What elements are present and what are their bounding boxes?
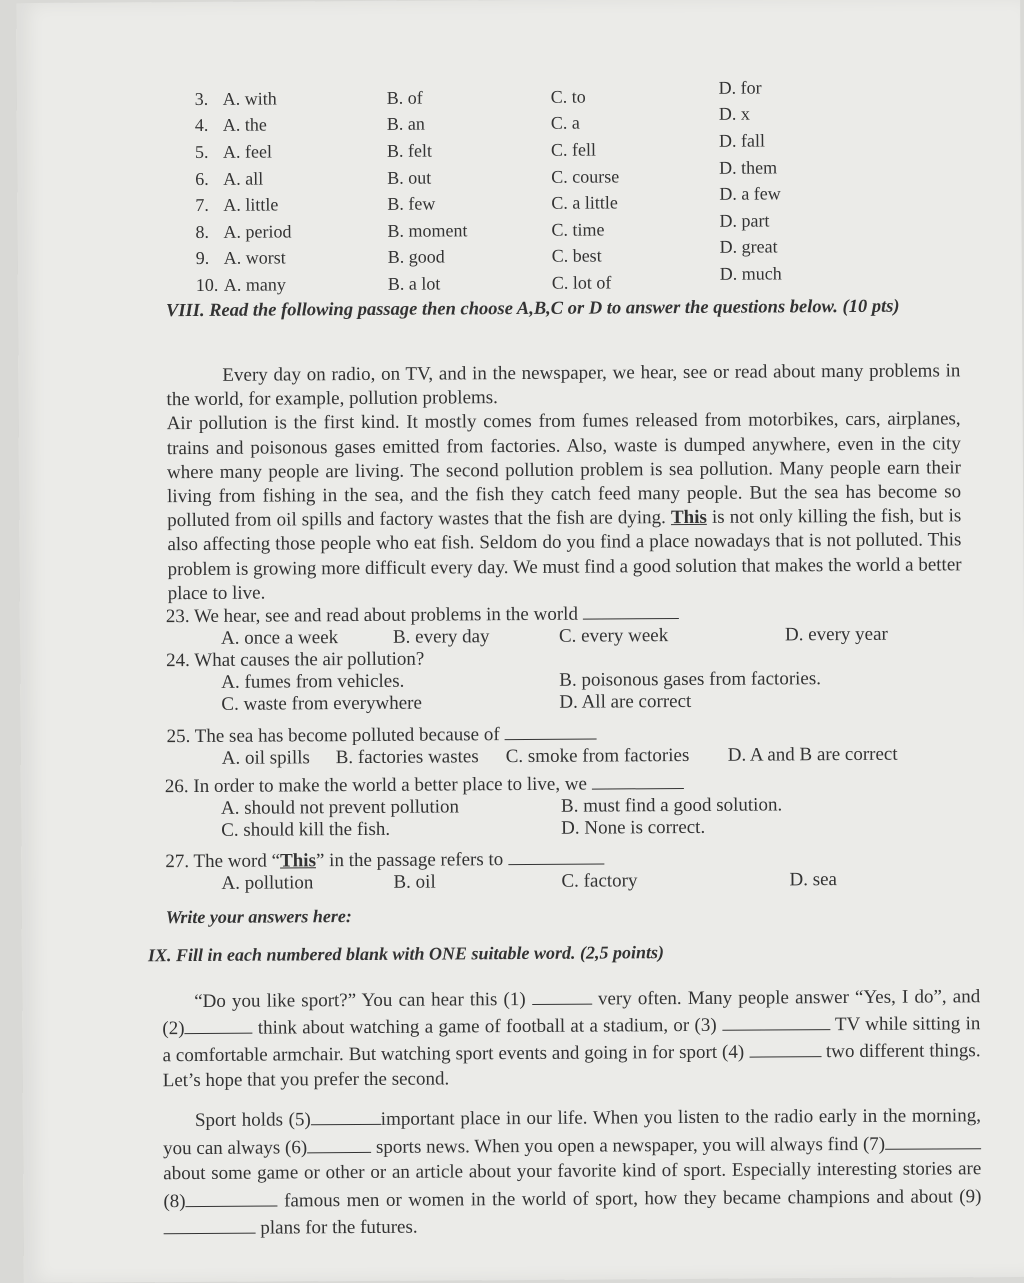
- blank-5[interactable]: [311, 1105, 381, 1125]
- paper-edge-shadow: [918, 0, 1024, 90]
- choice-b: B. poisonous gases from factories.: [559, 668, 822, 691]
- cloze-text: important place in our life. When you listen to the radio early in the morning, you can always (6): [163, 1105, 981, 1159]
- option-a: A. the: [222, 114, 267, 136]
- option-c: C. lot of: [551, 272, 612, 293]
- option-d: D. x: [718, 103, 750, 125]
- question-stem: 26. In order to make the world a better place to live, we: [164, 773, 588, 798]
- option-number: 10.: [195, 274, 219, 295]
- cloze-text: “Do you like sport?” You can hear this (1): [194, 988, 526, 1013]
- option-b: B. few: [387, 193, 436, 214]
- question-25: [166, 718, 897, 770]
- choice-d: D. None is correct.: [561, 816, 706, 839]
- cloze-paragraph-2: [163, 1101, 982, 1241]
- choice-a: A. pollution: [221, 872, 314, 894]
- option-c: C. a little: [551, 192, 618, 213]
- choice-a: A. oil spills: [221, 747, 310, 769]
- option-d: D. for: [718, 77, 762, 98]
- cloze-text: Sport holds (5): [194, 1109, 311, 1132]
- question-23: [166, 598, 888, 650]
- option-b: B. a lot: [387, 273, 441, 294]
- option-number: 9.: [195, 248, 210, 269]
- question-word-this: This: [279, 850, 317, 872]
- option-b: B. good: [387, 246, 445, 268]
- option-a: A. little: [223, 194, 279, 215]
- option-c: C. course: [551, 165, 620, 187]
- reading-passage: [166, 359, 961, 606]
- write-answers-label: Write your answers here:: [165, 906, 352, 928]
- passage-text-a: Air pollution is the first kind. It mostly comes from fumes released from motorbikes, cars, airplanes, trains and poisonous gases emitted from factories. Also, waste is dumped anywhere, even in the city where many people are living. The second pollution problem is sea pollution. Many people earn their living from fishing in the sea, and the fish they catch feed many people. But the sea has become so polluted from oil spills and factory wastes that the fish are dying.: [166, 408, 962, 532]
- choice-d: D. every year: [784, 623, 888, 646]
- cloze-text: think about watching a game of football at a stadium, or (3): [257, 1014, 717, 1039]
- answer-blank[interactable]: [592, 769, 684, 790]
- choice-c: C. waste from everywhere: [221, 692, 422, 715]
- question-24: [166, 646, 821, 716]
- cloze-text: plans for the futures.: [260, 1216, 418, 1239]
- choice-d: D. All are correct: [559, 690, 692, 713]
- choice-c: C. smoke from factories: [505, 744, 690, 768]
- blank-3[interactable]: [722, 1010, 830, 1031]
- option-b: B. of: [386, 87, 423, 108]
- option-d: D. a few: [719, 183, 781, 204]
- choice-b: B. must find a good solution.: [560, 794, 783, 817]
- option-number: 4.: [194, 115, 209, 136]
- worksheet-page: [16, 0, 1024, 1283]
- blank-9[interactable]: [164, 1214, 256, 1235]
- answer-options-table: [194, 77, 816, 299]
- option-d: D. great: [719, 236, 778, 258]
- choice-d: D. sea: [789, 869, 838, 891]
- question-stem: 24. What causes the air pollution?: [166, 648, 425, 672]
- cloze-paragraph-1: [162, 982, 981, 1093]
- option-number: 5.: [194, 141, 209, 162]
- option-a: A. with: [222, 88, 277, 109]
- option-c: C. time: [551, 219, 605, 240]
- blank-7[interactable]: [885, 1129, 981, 1150]
- option-c: C. a: [550, 113, 580, 134]
- choice-c: C. factory: [561, 870, 638, 892]
- answer-blank[interactable]: [583, 599, 679, 620]
- answer-blank[interactable]: [508, 845, 604, 866]
- choice-c: C. should kill the fish.: [221, 818, 391, 841]
- option-d: D. part: [719, 210, 770, 231]
- question-26: [165, 768, 783, 842]
- option-c: C. best: [551, 245, 602, 267]
- option-d: D. fall: [718, 130, 765, 151]
- question-stem: 23. We hear, see and read about problems in the world: [165, 603, 578, 628]
- answer-blank[interactable]: [504, 720, 596, 741]
- question-27: [165, 843, 837, 895]
- question-stem: 25. The sea has become polluted because of: [166, 724, 500, 748]
- section-9-title: IX. Fill in each numbered blank with ONE suitable word. (2,5 points): [147, 942, 665, 966]
- option-d: D. much: [719, 263, 782, 284]
- option-b: B. felt: [386, 140, 433, 161]
- blank-4[interactable]: [749, 1037, 821, 1057]
- option-a: A. all: [223, 168, 264, 189]
- passage-paragraph-2: [167, 408, 962, 606]
- cloze-text: TV while sitting in a comfortable armchair. But watching sport events and going in for sport (4): [162, 1013, 981, 1067]
- blank-8[interactable]: [185, 1186, 277, 1207]
- choice-b: B. every day: [392, 626, 490, 648]
- option-number: 7.: [195, 195, 209, 216]
- choice-a: A. fumes from vehicles.: [221, 670, 405, 693]
- blank-2[interactable]: [184, 1014, 252, 1034]
- option-number: 6.: [195, 168, 209, 189]
- cloze-text: very often. Many people answer “Yes, I do”, and (2): [162, 986, 981, 1040]
- passage-paragraph-1: Every day on radio, on TV, and in the newspaper, we hear, see or read about many problems in the world, for example, pollution problems.: [166, 360, 961, 411]
- question-stem-start: 27. The word “: [165, 850, 281, 873]
- choice-b: B. factories wastes: [335, 746, 479, 769]
- option-a: A. worst: [223, 247, 286, 269]
- passage-word-this: This: [670, 507, 707, 529]
- passage-text-b: is not only killing the fish, but is also affecting those people who eat fish. Seldom do you find a place nowadays that is not polluted. This problem is growing more difficult every day. We must find a good solution that makes the world a better place to live.: [167, 505, 962, 604]
- option-number: 8.: [195, 221, 210, 242]
- cloze-text: sports news. When you open a newspaper, you will always find (7): [375, 1133, 886, 1158]
- option-a: A. period: [223, 221, 292, 242]
- option-c: C. to: [550, 86, 586, 107]
- section-8-title: VIII. Read the following passage then choose A,B,C or D to answer the questions below. (10 pts): [165, 296, 900, 322]
- blank-1[interactable]: [532, 985, 592, 1005]
- option-d: D. them: [719, 157, 778, 178]
- choice-b: B. oil: [393, 871, 436, 893]
- choice-d: D. A and B are correct: [727, 743, 898, 766]
- question-stem-end: ” in the passage refers to: [315, 849, 504, 872]
- choice-a: A. should not prevent pollution: [220, 796, 460, 819]
- choice-c: C. every week: [558, 625, 669, 647]
- blank-6[interactable]: [307, 1132, 371, 1152]
- option-number: 3.: [194, 88, 209, 109]
- choice-a: A. once a week: [220, 627, 339, 649]
- cloze-text: two different things. Let’s hope that you prefer the second.: [162, 1040, 981, 1092]
- option-a: A. many: [223, 274, 286, 295]
- option-c: C. fell: [550, 139, 597, 160]
- option-a: A. feel: [222, 141, 273, 162]
- option-b: B. an: [386, 113, 425, 135]
- cloze-text: about some game or other or an article about your favorite kind of sport. Especially interesting stories are (8): [163, 1158, 982, 1212]
- cloze-text: famous men or women in the world of sport, how they became champions and about (9): [284, 1185, 982, 1211]
- option-b: B. moment: [387, 220, 468, 241]
- option-b: B. out: [387, 167, 432, 188]
